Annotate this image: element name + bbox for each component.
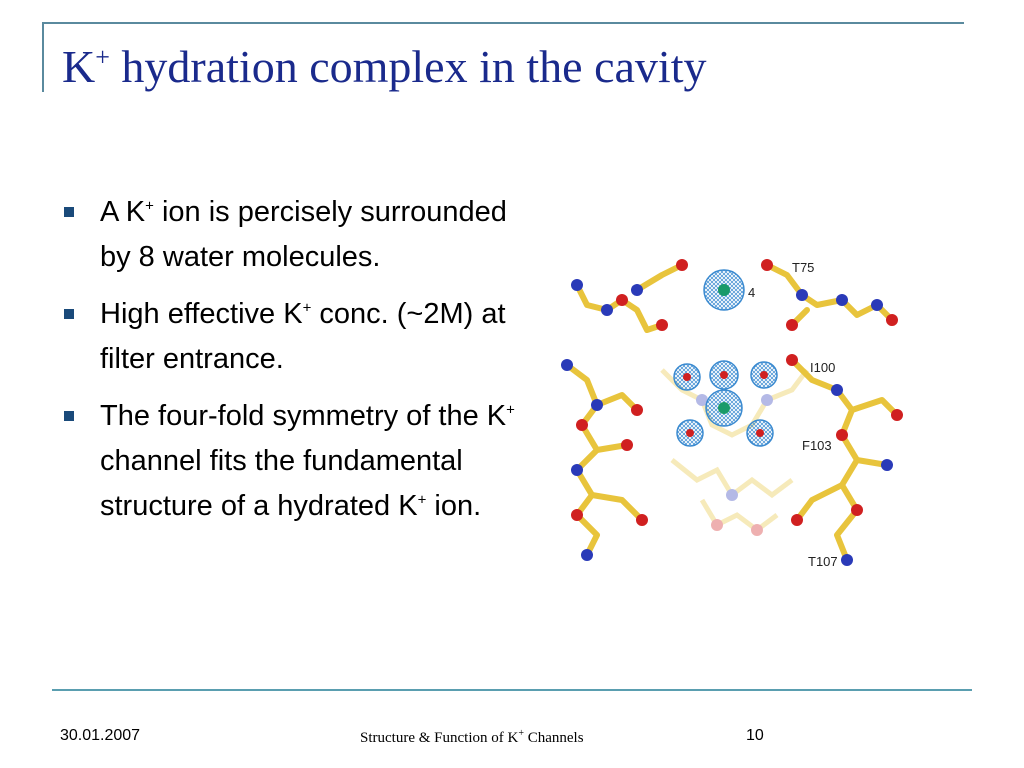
label-i100: I100 [810,360,836,375]
top-ion-site [704,270,744,310]
page-number: 10 [746,727,764,744]
bullet-item-3: The four-fold symmetry of the K+ channel fits the fundamental structure of a hydrated K+ ion. [62,394,542,529]
molecular-structure-figure [552,250,912,580]
label-site-4: 4 [748,285,756,300]
frame-left-line [42,22,44,92]
square-bullet-icon [64,309,74,319]
left-atoms [561,359,648,561]
label-f103: F103 [802,438,832,453]
footer-date: 30.01.2007 [60,727,141,744]
slide-title: K+ hydration complex in the cavity [62,41,707,92]
square-bullet-icon [64,207,74,217]
bullet-list [62,190,542,541]
footer-title: Structure & Function of K+ Channels [360,728,584,746]
footer-divider [52,689,972,691]
label-t75: T75 [792,260,815,275]
label-t107: T107 [808,554,838,569]
bullet-item-2: High effective K+ conc. (~2M) at filter entrance. [62,292,542,382]
bullet-item-1: A K+ ion is percisely surrounded by 8 water molecules. [62,190,542,280]
square-bullet-icon [64,411,74,421]
left-residues [567,365,642,555]
frame-top-line [42,22,964,24]
right-atoms [786,354,903,566]
right-residues [792,360,897,560]
